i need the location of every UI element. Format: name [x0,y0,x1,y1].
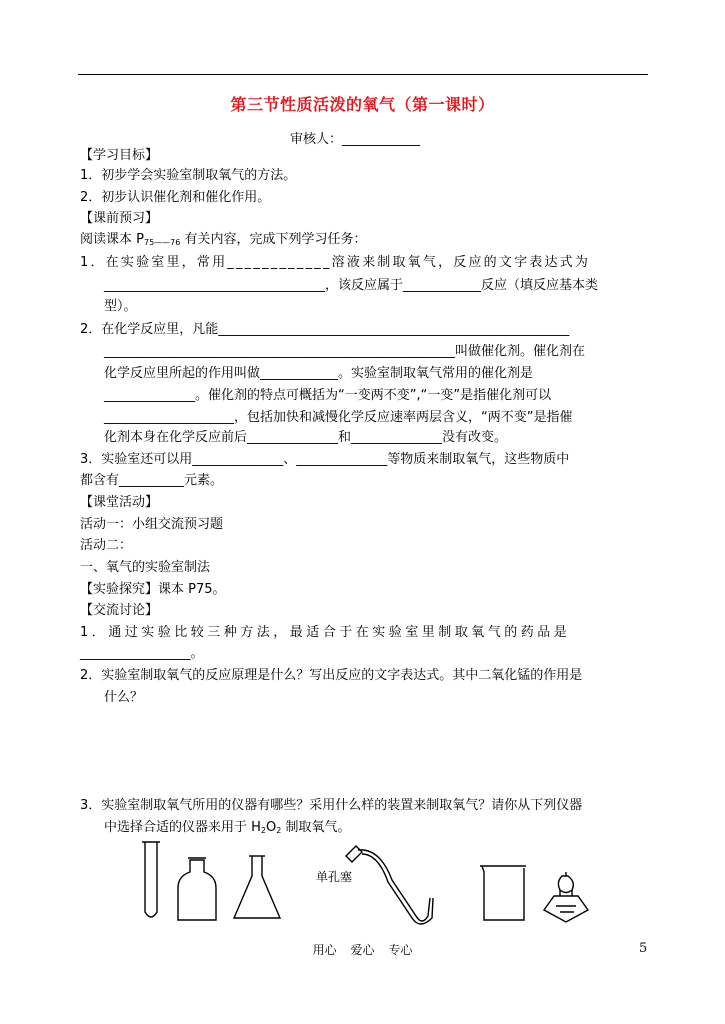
activity-2: 活动二： [80,538,133,553]
discussion-question-1-cont: _________________。 [80,646,204,661]
preview-question-2-cont4: ____________________，包括加快和减慢化学反应速率两层含义，“两不变”是指催 [104,410,573,425]
preview-question-2-cont2: 化学反应里所起的作用叫做____________。实验室制取氧气常用的催化剂是 [104,366,534,381]
preview-question-1-end: 型）。 [104,299,137,314]
experiment-heading: 【实验探究】课本 P75。 [80,582,226,597]
preview-question-2-cont1: ______________________________________________________叫做催化剂。催化剂在 [104,344,586,359]
discussion-question-2-cont: 什么？ [104,690,144,705]
reagent-bottle-icon [178,858,216,920]
preview-question-2-cont3: ______________。催化剂的特点可概括为“一变两不变”,“一变”是指催化剂可以 [104,388,552,403]
page-number: 5 [639,941,648,956]
preview-question-2: 2．在化学反应里，凡能______________________________________________________ [80,322,570,337]
alcohol-lamp-icon [544,872,588,922]
page-title: 第三节性质活泼的氧气（第一课时） [230,95,495,114]
footer-word-1: 用心 [312,943,337,957]
preview-question-2-cont5: 化剂本身在化学反应前后______________和______________没有改变。 [104,430,508,445]
section-heading-goals: 【学习目标】 [80,148,159,163]
activity-1: 活动一：小组交流预习题 [80,517,224,532]
stopper-label: 单孔塞 [316,870,353,884]
preview-question-1-cont: __________________________________，该反应属于____________反应（填反应基本类 [104,278,599,293]
test-tube-icon [142,842,160,917]
discussion-question-3: 3．实验室制取氧气所用的仪器有哪些？采用什么样的装置来制取氧气？请你从下列仪器 [80,798,583,813]
discussion-heading: 【交流讨论】 [80,603,159,618]
footer-word-2: 爱心 [350,943,375,957]
stopper-with-tube-icon [346,846,433,924]
goal-item-2: 2．初步认识催化剂和催化作用。 [80,190,271,205]
preview-intro: 阅读课本 $P_{75——76}$ 有关内容，完成下列学习任务： [80,232,367,247]
discussion-question-2: 2．实验室制取氧气的反应原理是什么？写出反应的文字表达式。其中二氧化锰的作用是 [80,668,583,683]
page-footer [0,941,725,958]
conical-flask-icon [234,856,280,918]
section-heading-class: 【课堂活动】 [80,495,159,510]
reviewer-line: 审核人：____________ [290,132,421,147]
goal-item-1: 1．初步学会实验室制取氧气的方法。 [80,168,297,183]
preview-question-3: 3．实验室还可以用______________、______________等物质来制取氧气，这些物质中 [80,452,570,467]
preview-question-1: 1．在实验室里，常用____________溶液来制取氧气，反应的文字表达式为 [80,255,591,270]
beaker-icon [480,866,526,920]
section-heading-preview: 【课前预习】 [80,211,159,226]
footer-word-3: 专心 [388,943,413,957]
discussion-question-1: 1．通过实验比较三种方法，最适合于在实验室里制取氧气的药品是 [80,625,571,640]
discussion-question-3-cont: 中选择合适的仪器来用于 $H_2O_2$ 制取氧气。 [104,820,351,835]
preview-question-3-cont: 都含有__________元素。 [80,473,224,488]
subsection-oxygen-prep: 一、氧气的实验室制法 [80,560,211,575]
